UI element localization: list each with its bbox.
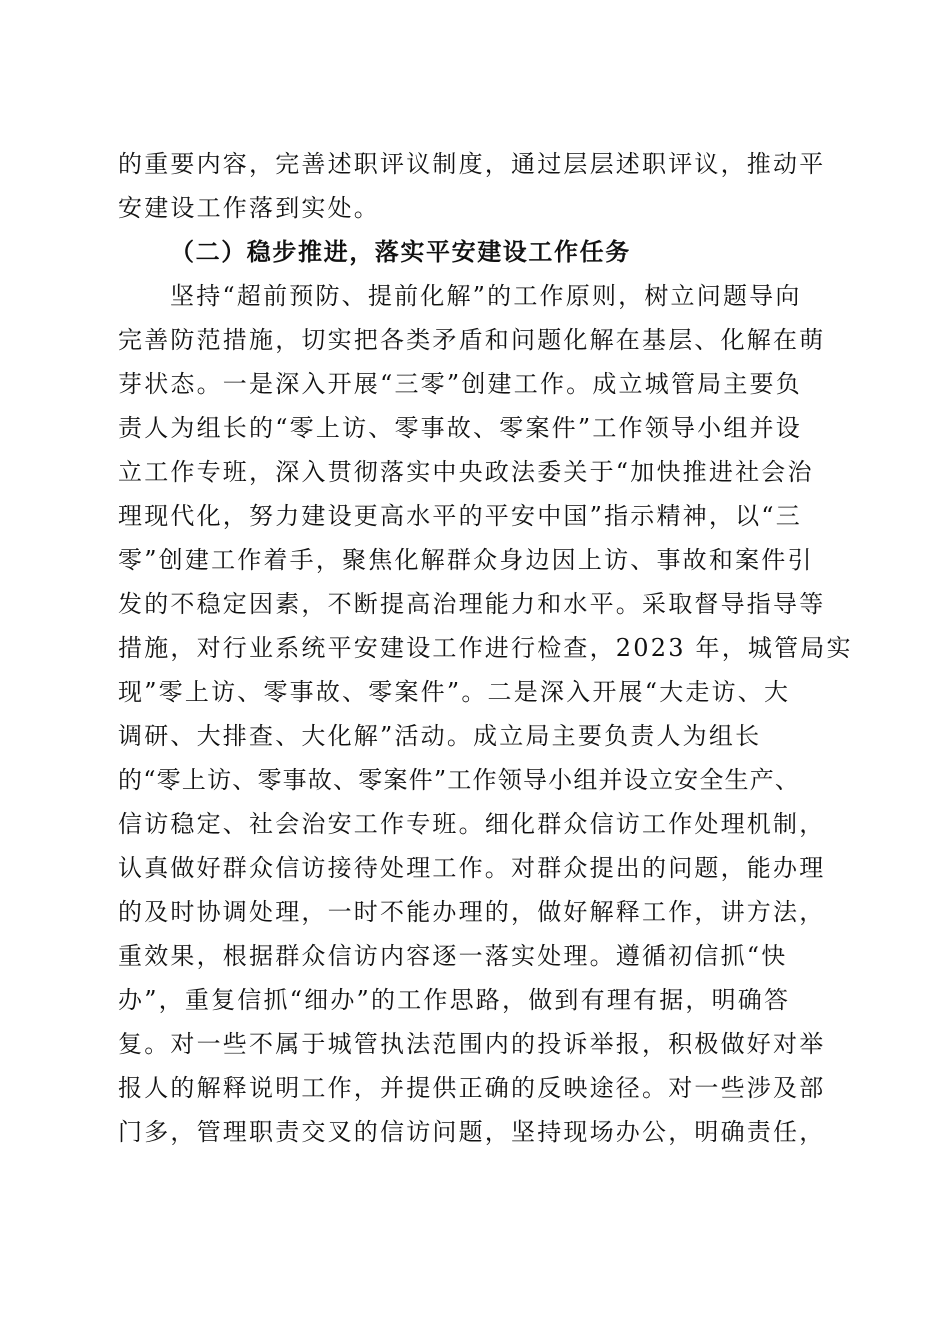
text-line: 芽状态。一是深入开展“三零”创建工作。成立城管局主要负 [118, 370, 802, 398]
text-line: 信访稳定、社会治安工作专班。细化群众信访工作处理机制， [118, 810, 826, 838]
text-line: 办”，重复信抓“细办”的工作思路，做到有理有据，明确答 [118, 986, 791, 1014]
text-line: 门多，管理职责交叉的信访问题，坚持现场办公，明确责任， [118, 1118, 826, 1146]
text-line: 的重要内容，完善述职评议制度，通过层层述职评议，推动平 [118, 150, 826, 178]
text-line: 措施，对行业系统平安建设工作进行检查，2023 年，城管局实 [118, 634, 853, 662]
text-line: 完善防范措施，切实把各类矛盾和问题化解在基层、化解在萌 [118, 326, 826, 354]
text-line: 调研、大排查、大化解”活动。成立局主要负责人为组长 [118, 722, 762, 750]
text-line: 认真做好群众信访接待处理工作。对群众提出的问题，能办理 [118, 854, 826, 882]
section-heading: （二）稳步推进，落实平安建设工作任务 [170, 238, 631, 266]
text-line: 坚持“超前预防、提前化解”的工作原则，树立问题导向 [170, 282, 802, 310]
text-line: 发的不稳定因素，不断提高治理能力和水平。采取督导指导等 [118, 590, 826, 618]
text-line: 安建设工作落到实处。 [118, 194, 380, 222]
text-line: 立工作专班，深入贯彻落实中央政法委关于“加快推进社会治 [118, 458, 814, 486]
text-line: 零”创建工作着手，聚焦化解群众身边因上访、事故和案件引 [118, 546, 814, 574]
text-line: 责人为组长的“零上访、零事故、零案件”工作领导小组并设 [118, 414, 802, 442]
text-line: 现”零上访、零事故、零案件”。二是深入开展“大走访、大 [118, 678, 791, 706]
text-line: 复。对一些不属于城管执法范围内的投诉举报，积极做好对举 [118, 1030, 826, 1058]
text-line: 重效果，根据群众信访内容逐一落实处理。遵循初信抓“快 [118, 942, 788, 970]
text-line: 理现代化，努力建设更高水平的平安中国”指示精神，以“三 [118, 502, 802, 530]
text-line: 报人的解释说明工作，并提供正确的反映途径。对一些涉及部 [118, 1074, 826, 1102]
text-line: 的“零上访、零事故、零案件”工作领导小组并设立安全生产、 [118, 766, 801, 794]
text-line: 的及时协调处理，一时不能办理的，做好解释工作，讲方法， [118, 898, 826, 926]
